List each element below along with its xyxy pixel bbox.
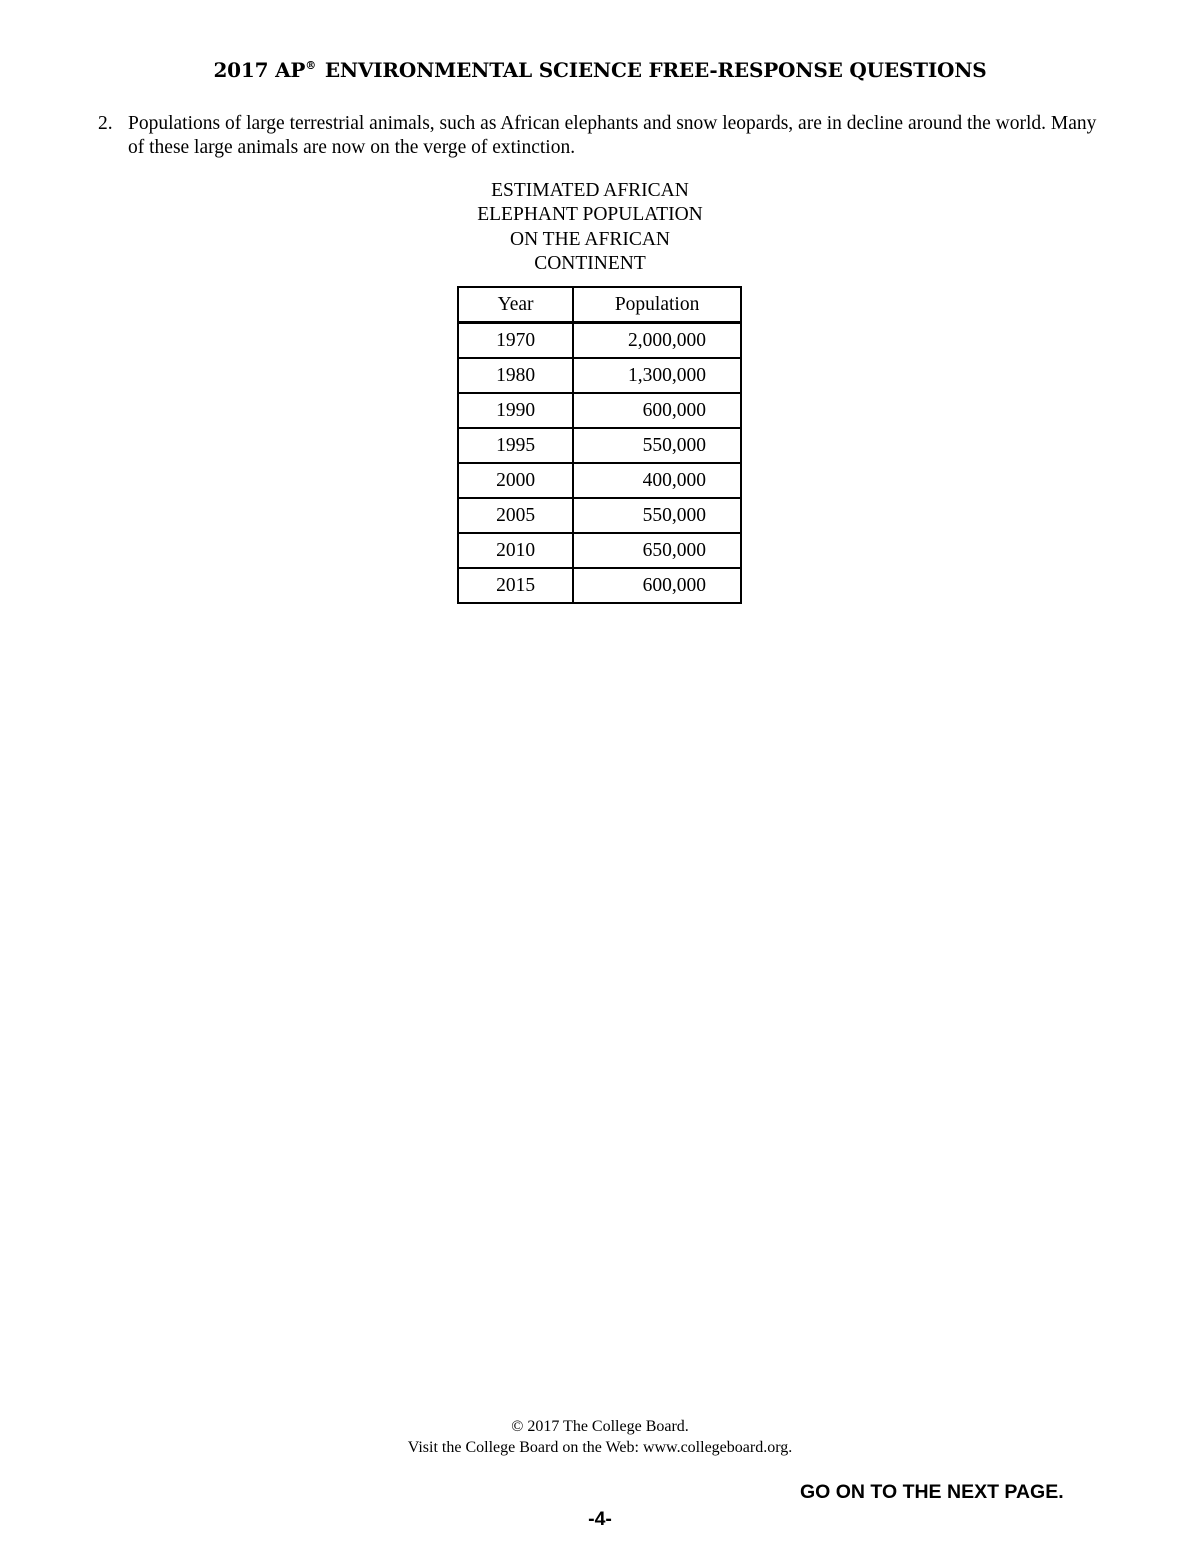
- question-text: Populations of large terrestrial animals, such as African elephants and snow leopards, are in decline around the world. Many of these large animals are now on the verge of extinction.: [128, 113, 1097, 158]
- question-2: [98, 112, 1108, 160]
- table-row: [458, 463, 741, 498]
- table-header-row: [458, 287, 741, 323]
- cell-year: 2010: [458, 533, 573, 568]
- table-title-line: ON THE AFRICAN: [510, 228, 670, 250]
- table-row: [458, 358, 741, 393]
- next-page-notice: GO ON TO THE NEXT PAGE.: [800, 1481, 1064, 1503]
- page-number: -4-: [588, 1508, 612, 1530]
- table-title-line: CONTINENT: [534, 252, 646, 274]
- question-number: 2.: [98, 113, 113, 134]
- cell-year: 2005: [458, 498, 573, 533]
- cell-population: 550,000: [573, 498, 741, 533]
- header-title-prefix: 2017 AP: [213, 58, 306, 82]
- cell-year: 1970: [458, 323, 573, 359]
- cell-population: 2,000,000: [573, 323, 741, 359]
- table-title-line: ELEPHANT POPULATION: [477, 204, 703, 226]
- table-title: [440, 179, 740, 276]
- cell-population: 550,000: [573, 428, 741, 463]
- cell-population: 1,300,000: [573, 358, 741, 393]
- table-row: [458, 533, 741, 568]
- cell-population: 600,000: [573, 568, 741, 603]
- cell-year: 1990: [458, 393, 573, 428]
- population-table: [457, 286, 742, 604]
- registered-mark: ®: [305, 59, 317, 72]
- header-year: Year: [458, 287, 573, 323]
- table-title-line: ESTIMATED AFRICAN: [491, 180, 689, 201]
- table-row: [458, 323, 741, 359]
- table-row: [458, 568, 741, 603]
- table-row: [458, 428, 741, 463]
- cell-year: 1995: [458, 428, 573, 463]
- copyright-line: © 2017 The College Board.: [511, 1418, 689, 1435]
- cell-population: 600,000: [573, 393, 741, 428]
- cell-year: 2015: [458, 568, 573, 603]
- table-row: [458, 393, 741, 428]
- cell-year: 1980: [458, 358, 573, 393]
- page-header: [0, 58, 1200, 82]
- cell-year: 2000: [458, 463, 573, 498]
- cell-population: 400,000: [573, 463, 741, 498]
- header-population: Population: [573, 287, 741, 323]
- website-line: Visit the College Board on the Web: www.collegeboard.org.: [407, 1439, 793, 1456]
- table-row: [458, 498, 741, 533]
- copyright-notice: [0, 1416, 1200, 1458]
- cell-population: 650,000: [573, 533, 741, 568]
- header-title-suffix: ENVIRONMENTAL SCIENCE FREE-RESPONSE QUESTIONS: [318, 58, 987, 82]
